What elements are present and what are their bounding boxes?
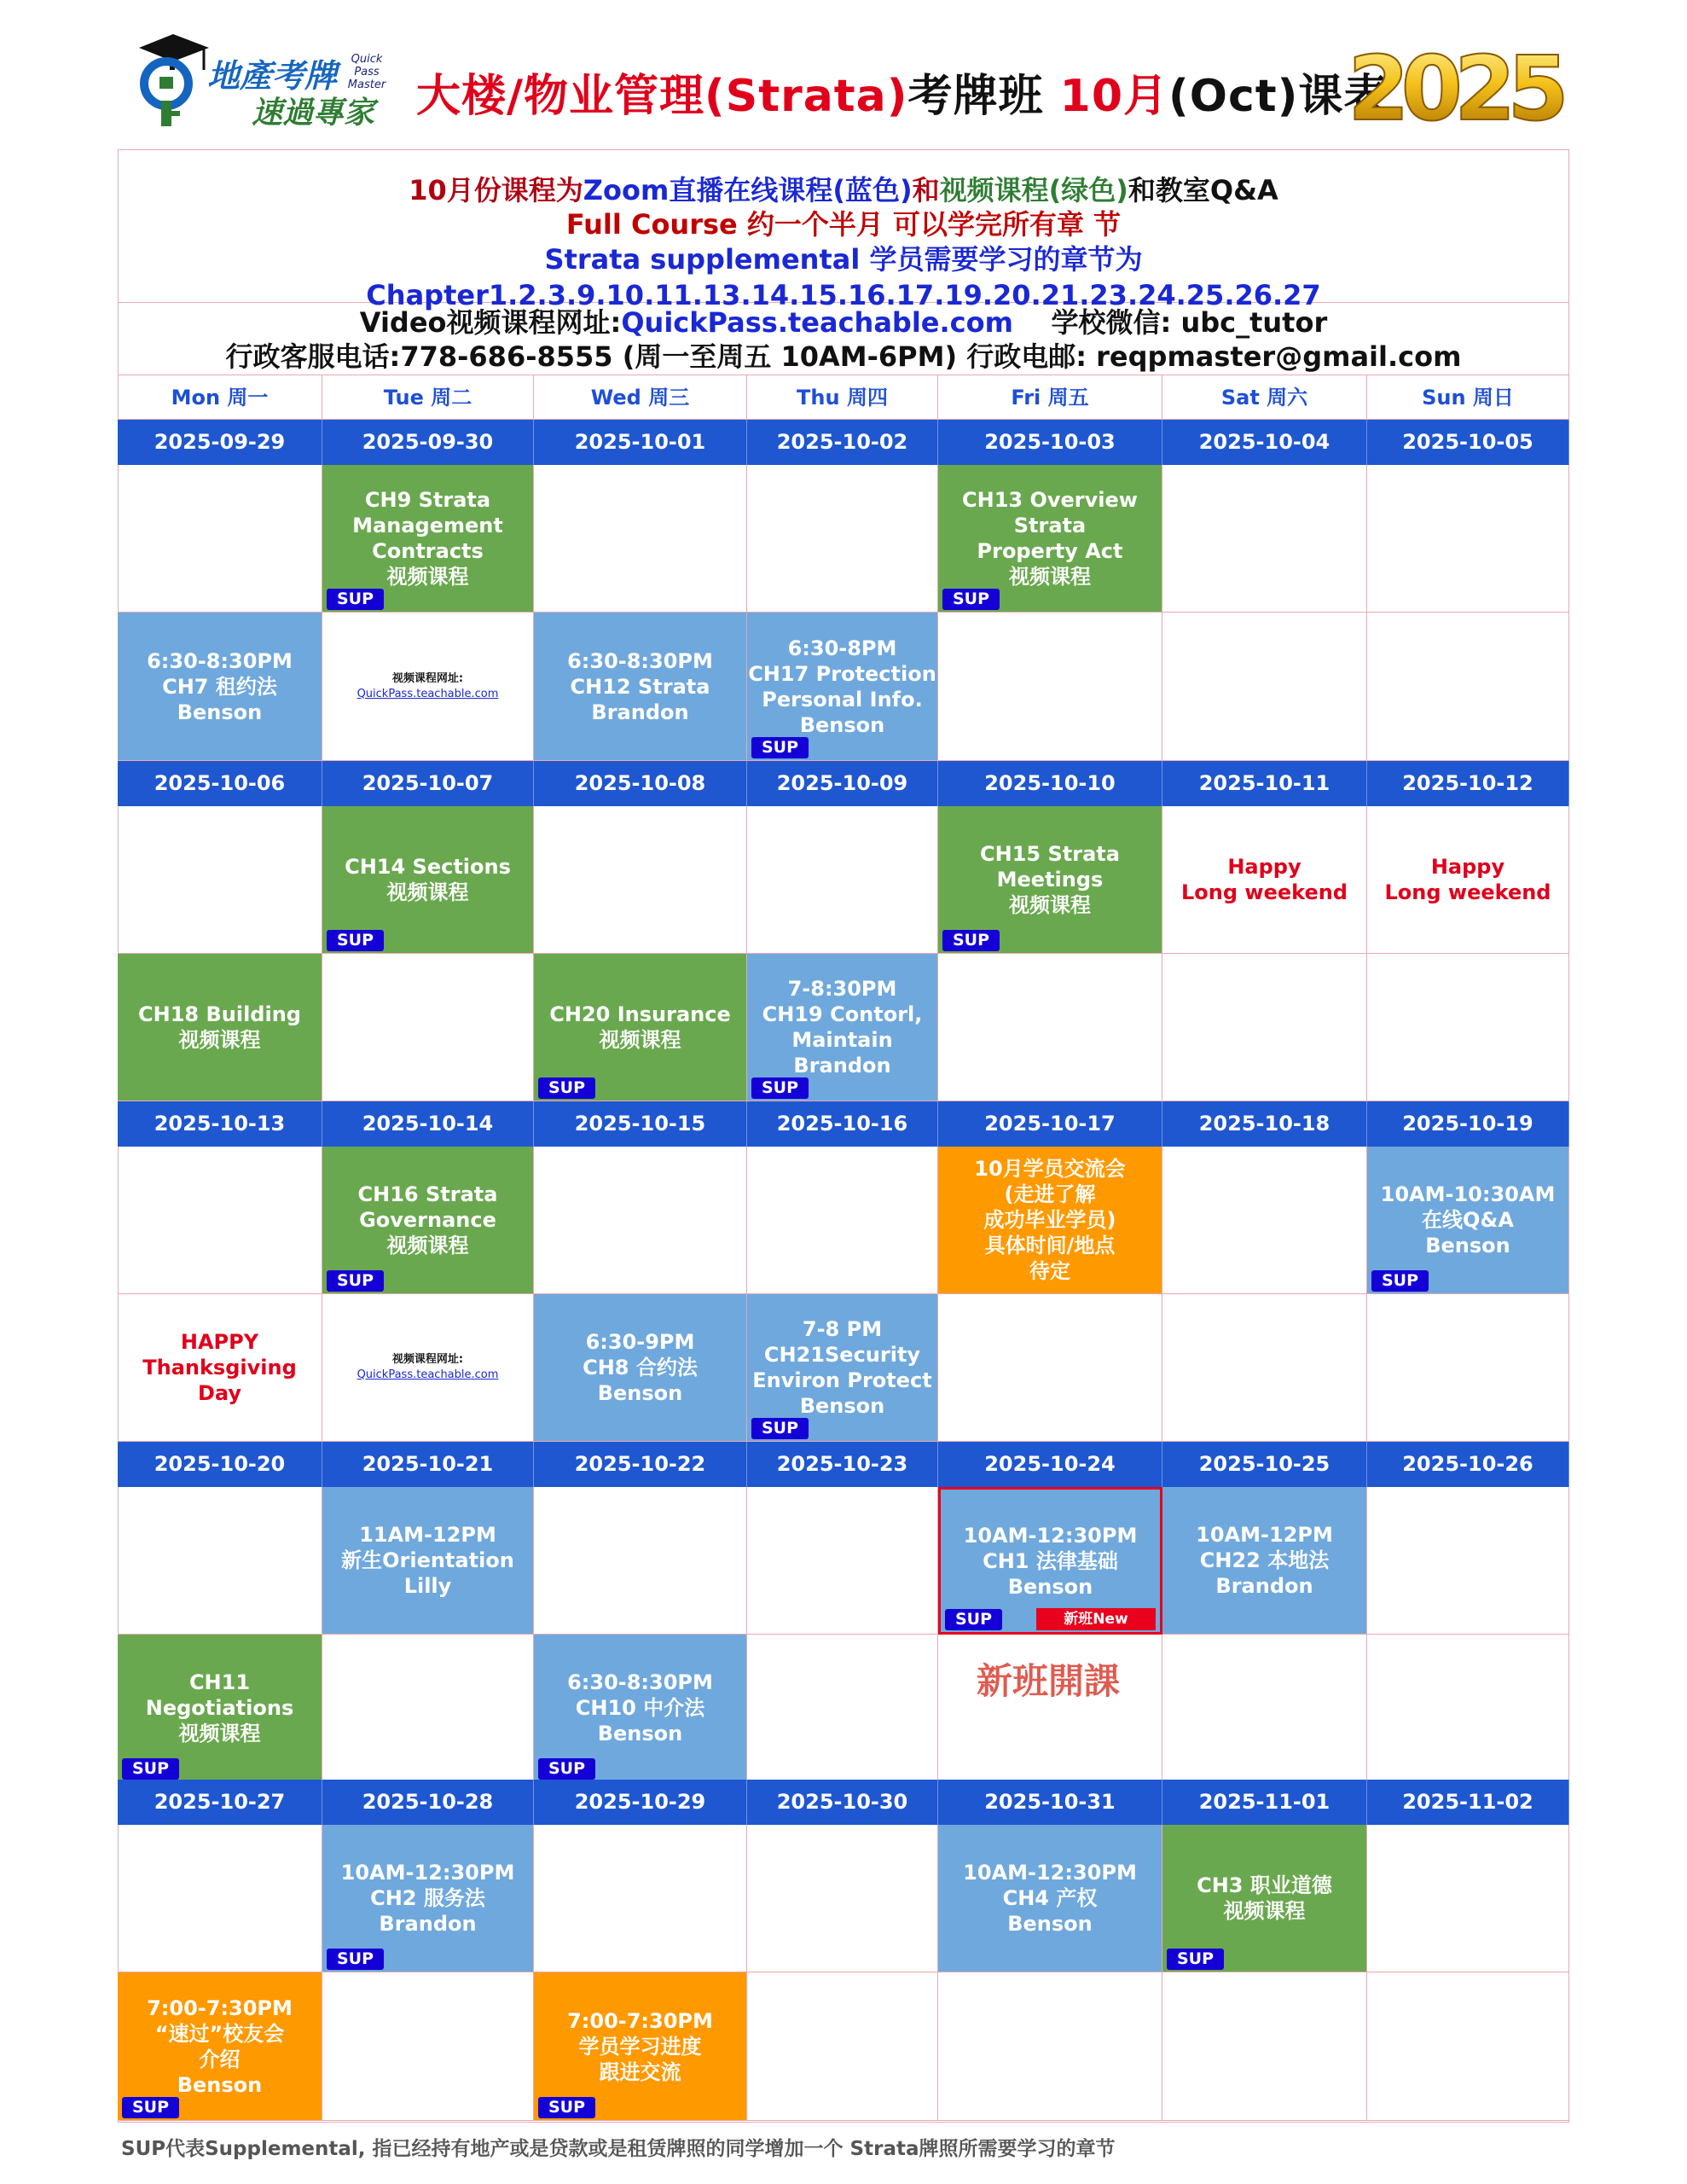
cell-text: 11AM-12PM 新生Orientation Lilly [341, 1523, 514, 1598]
empty-cell [1367, 1972, 1569, 2121]
live-class-cell[interactable] [747, 954, 938, 1101]
sup-badge: SUP [1371, 1270, 1429, 1292]
empty-cell [1367, 1635, 1569, 1782]
video-course-cell[interactable] [322, 806, 534, 954]
weekday-header: Fri 周五 [938, 375, 1162, 420]
date-cell: 2025-10-08 [534, 761, 747, 806]
empty-cell [747, 465, 938, 613]
empty-cell [534, 465, 747, 613]
live-class-cell[interactable] [1367, 1147, 1569, 1294]
cell-text: CH15 Strata Meetings 视频课程 [980, 842, 1120, 917]
cell-text: 10AM-12:30PM CH4 产权 Benson [963, 1861, 1137, 1936]
date-cell: 2025-10-31 [938, 1780, 1162, 1825]
logo-english: Quick Pass Master [347, 53, 386, 91]
date-row [118, 1780, 1569, 1825]
empty-cell [747, 1487, 938, 1635]
video-link-url[interactable]: QuickPass.teachable.com [357, 687, 499, 700]
cell-text: 10AM-12:30PM CH2 服务法 Brandon [340, 1861, 515, 1936]
empty-cell [1367, 954, 1569, 1101]
event-cell[interactable] [118, 1972, 322, 2121]
sup-footnote: SUP代表Supplemental, 指已经持有地产或是贷款或是租赁牌照的同学增加一个 Strata牌照所需要学习的章节 [121, 2138, 1116, 2160]
new-class-note: 新班開課 [977, 1660, 1121, 1702]
empty-cell [322, 1972, 534, 2121]
video-link-cell [322, 1294, 534, 1442]
empty-cell [747, 1147, 938, 1294]
cell-text: 6:30-9PM CH8 合约法 Benson [583, 1330, 698, 1405]
new-class-badge: 新班New [1036, 1608, 1156, 1630]
live-class-cell[interactable] [322, 1825, 534, 1972]
cell-text: CH3 职业道德 视频课程 [1197, 1873, 1332, 1923]
date-row [118, 1101, 1569, 1147]
video-link-note [357, 1352, 499, 1383]
video-course-cell[interactable] [322, 465, 534, 613]
logo-text-line2: 速過專家 [252, 96, 375, 131]
empty-cell [747, 1972, 938, 2121]
date-cell: 2025-10-13 [118, 1101, 322, 1147]
empty-cell [1367, 1487, 1569, 1635]
logo [132, 32, 388, 131]
cell-text: 10AM-12:30PM CH1 法律基础 Benson [963, 1523, 1138, 1599]
title-schedule: (Oct)课表 [1168, 71, 1389, 122]
holiday-cell [1162, 806, 1367, 954]
page-title [416, 60, 1388, 124]
course-info-line2: Full Course 约一个半月 可以学完所有章 节 [565, 208, 1122, 241]
cell-text: 6:30-8:30PM CH12 Strata Brandon [567, 648, 713, 724]
empty-cell [747, 1825, 938, 1972]
cell-text: CH11 Negotiations 视频课程 [145, 1670, 294, 1745]
video-link-note [357, 671, 499, 702]
empty-cell [118, 465, 322, 613]
empty-cell [1162, 1635, 1367, 1782]
weekday-header-row [118, 375, 1569, 420]
date-cell: 2025-10-22 [534, 1442, 747, 1487]
date-cell: 2025-10-28 [322, 1780, 534, 1825]
cell-text: CH20 Insurance 视频课程 [549, 1002, 731, 1052]
empty-cell [747, 806, 938, 954]
empty-cell [1367, 1825, 1569, 1972]
cell-text: CH18 Building 视频课程 [138, 1002, 301, 1052]
date-cell: 2025-10-02 [747, 420, 938, 465]
sup-badge: SUP [942, 589, 1000, 610]
date-cell: 2025-10-17 [938, 1101, 1162, 1147]
year-badge [1348, 36, 1561, 141]
empty-cell [747, 1635, 938, 1782]
empty-cell [938, 1294, 1162, 1442]
cell-text: CH9 Strata Management Contracts 视频课程 [352, 488, 503, 589]
cell-text: 7-8:30PM CH19 Contorl, Maintain Brandon [762, 977, 923, 1077]
empty-cell [1162, 954, 1367, 1101]
page-header [0, 0, 1687, 149]
date-cell: 2025-11-01 [1162, 1780, 1367, 1825]
date-cell: 2025-10-24 [938, 1442, 1162, 1487]
sup-badge: SUP [327, 930, 384, 951]
empty-cell [1367, 465, 1569, 613]
year-text: 2025 [1348, 37, 1561, 141]
event-cell[interactable] [534, 1972, 747, 2121]
cell-text: 10AM-12PM CH22 本地法 Brandon [1196, 1523, 1333, 1598]
cell-text: 6:30-8:30PM CH10 中介法 Benson [567, 1670, 713, 1745]
empty-cell [938, 1972, 1162, 2121]
live-class-cell[interactable] [747, 1294, 938, 1442]
video-link-url[interactable]: QuickPass.teachable.com [357, 1368, 499, 1381]
video-course-cell[interactable] [534, 954, 747, 1101]
cell-text: 7-8 PM CH21Security Environ Protect Benson [752, 1317, 932, 1418]
video-course-cell[interactable] [118, 954, 322, 1101]
live-class-cell[interactable] [118, 613, 322, 761]
empty-cell [1367, 1294, 1569, 1442]
sup-badge: SUP [751, 737, 809, 758]
empty-cell [1367, 613, 1569, 761]
cell-text: 6:30-8PM CH17 Protection Personal Info. Benson [748, 636, 936, 737]
empty-cell [118, 1825, 322, 1972]
empty-cell [534, 1147, 747, 1294]
date-cell: 2025-10-10 [938, 761, 1162, 806]
cell-text: HAPPY Thanksgiving Day [142, 1330, 297, 1405]
weekday-header: Sat 周六 [1162, 375, 1367, 420]
cell-text: CH14 Sections 视频课程 [345, 855, 511, 904]
supplemental-chapters: Strata supplemental 学员需要学习的章节为Chapter1.2.3.9.10.11.13.14.15.16.17.19.20.21.23.24.25.26.27 [366, 243, 1321, 311]
sup-badge: SUP [327, 1949, 384, 1970]
date-cell: 2025-10-11 [1162, 761, 1367, 806]
date-cell: 2025-10-20 [118, 1442, 322, 1487]
sup-badge: SUP [751, 1418, 809, 1439]
video-course-cell[interactable] [938, 465, 1162, 613]
empty-cell [1162, 1147, 1367, 1294]
live-class-cell[interactable] [534, 613, 747, 761]
holiday-cell [118, 1294, 322, 1442]
date-cell: 2025-11-02 [1367, 1780, 1569, 1825]
date-cell: 2025-10-07 [322, 761, 534, 806]
video-link-cell [322, 613, 534, 761]
live-class-cell[interactable] [322, 1487, 534, 1635]
empty-cell [1162, 1294, 1367, 1442]
empty-cell [322, 954, 534, 1101]
cell-text: Happy Long weekend [1384, 855, 1551, 904]
sup-badge: SUP [122, 2097, 179, 2118]
weekday-header: Tue 周二 [322, 375, 534, 420]
live-class-cell[interactable] [534, 1635, 747, 1782]
video-course-cell[interactable] [938, 806, 1162, 954]
date-row [118, 761, 1569, 806]
empty-cell [118, 1487, 322, 1635]
live-class-cell[interactable] [534, 1294, 747, 1442]
date-row [118, 1442, 1569, 1487]
cell-text: 6:30-8:30PM CH7 租约法 Benson [147, 648, 293, 724]
date-cell: 2025-10-29 [534, 1780, 747, 1825]
date-cell: 2025-10-12 [1367, 761, 1569, 806]
video-link-label: 视频课程网址: [391, 1353, 464, 1366]
sup-badge: SUP [1167, 1949, 1224, 1970]
date-cell: 2025-10-21 [322, 1442, 534, 1487]
sup-badge: SUP [538, 2097, 595, 2118]
cell-text: 10月学员交流会 (走进了解 成功毕业学员) 具体时间/地点 待定 [974, 1157, 1126, 1283]
empty-cell [322, 1635, 534, 1782]
sup-badge: SUP [327, 589, 384, 610]
date-cell: 2025-10-09 [747, 761, 938, 806]
date-cell: 2025-10-30 [747, 1780, 938, 1825]
house-key-logo-icon [132, 32, 213, 126]
cell-text: CH16 Strata Governance 视频课程 [357, 1182, 498, 1258]
date-cell: 2025-10-04 [1162, 420, 1367, 465]
empty-cell [534, 806, 747, 954]
empty-cell [118, 806, 322, 954]
holiday-cell [1367, 806, 1569, 954]
title-month: 10月 [1059, 71, 1169, 122]
date-cell: 2025-10-18 [1162, 1101, 1367, 1147]
date-cell: 2025-10-23 [747, 1442, 938, 1487]
empty-cell [1162, 465, 1367, 613]
video-link-label: 视频课程网址: [391, 671, 464, 685]
course-info-line1: 10月份课程为Zoom直播在线课程(蓝色)和视频课程(绿色)和教室Q&A [409, 174, 1278, 206]
date-cell: 2025-10-16 [747, 1101, 938, 1147]
video-course-cell[interactable] [1162, 1825, 1367, 1972]
date-cell: 2025-10-19 [1367, 1101, 1569, 1147]
empty-cell [118, 1147, 322, 1294]
course-info [118, 149, 1569, 311]
cell-text: 7:00-7:30PM “速过”校友会 介绍 Benson [147, 1995, 293, 2097]
video-url-link[interactable]: QuickPass.teachable.com [621, 306, 1013, 339]
date-cell: 2025-10-05 [1367, 420, 1569, 465]
phone-email-line: 行政客服电话:778-686-8555 (周一至周五 10AM-6PM) 行政电邮: reqpmaster@gmail.com [225, 340, 1462, 373]
sup-badge: SUP [945, 1609, 1002, 1630]
empty-cell [1162, 1972, 1367, 2121]
weekday-header: Thu 周四 [747, 375, 938, 420]
sup-badge: SUP [538, 1758, 595, 1780]
weekday-header: Mon 周一 [118, 375, 322, 420]
empty-cell [534, 1825, 747, 1972]
date-row [118, 420, 1569, 465]
live-class-cell[interactable] [747, 613, 938, 761]
sup-badge: SUP [327, 1270, 384, 1292]
date-cell: 2025-10-27 [118, 1780, 322, 1825]
empty-cell [534, 1487, 747, 1635]
date-cell: 2025-10-25 [1162, 1442, 1367, 1487]
cell-text: CH13 Overview Strata Property Act 视频课程 [962, 488, 1138, 589]
date-cell: 2025-10-15 [534, 1101, 747, 1147]
video-course-cell[interactable] [118, 1635, 322, 1782]
empty-cell [938, 954, 1162, 1101]
date-cell: 2025-10-03 [938, 420, 1162, 465]
live-class-cell[interactable] [1162, 1487, 1367, 1635]
video-course-cell[interactable] [322, 1147, 534, 1294]
sup-badge: SUP [122, 1758, 179, 1780]
title-course: 大楼/物业管理(Strata) [416, 71, 908, 122]
date-cell: 2025-10-06 [118, 761, 322, 806]
sup-badge: SUP [538, 1077, 595, 1099]
logo-text-line1: 地產考牌 [207, 57, 338, 95]
date-cell: 2025-10-26 [1367, 1442, 1569, 1487]
sup-badge: SUP [942, 930, 1000, 951]
cell-text: 10AM-10:30AM 在线Q&A Benson [1380, 1182, 1556, 1258]
wechat-id: 学校微信: ubc_tutor [1051, 306, 1328, 339]
weekday-header: Sun 周日 [1367, 375, 1569, 420]
cell-text: 7:00-7:30PM 学员学习进度 跟进交流 [567, 2008, 713, 2084]
cell-text: Happy Long weekend [1181, 855, 1348, 904]
sup-badge: SUP [751, 1077, 809, 1099]
date-cell: 2025-09-30 [322, 420, 534, 465]
event-cell[interactable] [938, 1147, 1162, 1294]
video-website-line: Video视频课程网址:QuickPass.teachable.com 学校微信: ubc_tutor [359, 306, 1328, 339]
contact-info [118, 303, 1569, 375]
weekday-header: Wed 周三 [534, 375, 747, 420]
date-cell: 2025-09-29 [118, 420, 322, 465]
date-cell: 2025-10-01 [534, 420, 747, 465]
empty-cell [938, 613, 1162, 761]
date-cell: 2025-10-14 [322, 1101, 534, 1147]
live-class-cell[interactable] [938, 1825, 1162, 1972]
live-class-cell[interactable] [938, 1487, 1162, 1635]
title-class: 考牌班 [907, 71, 1044, 122]
empty-cell [1162, 613, 1367, 761]
